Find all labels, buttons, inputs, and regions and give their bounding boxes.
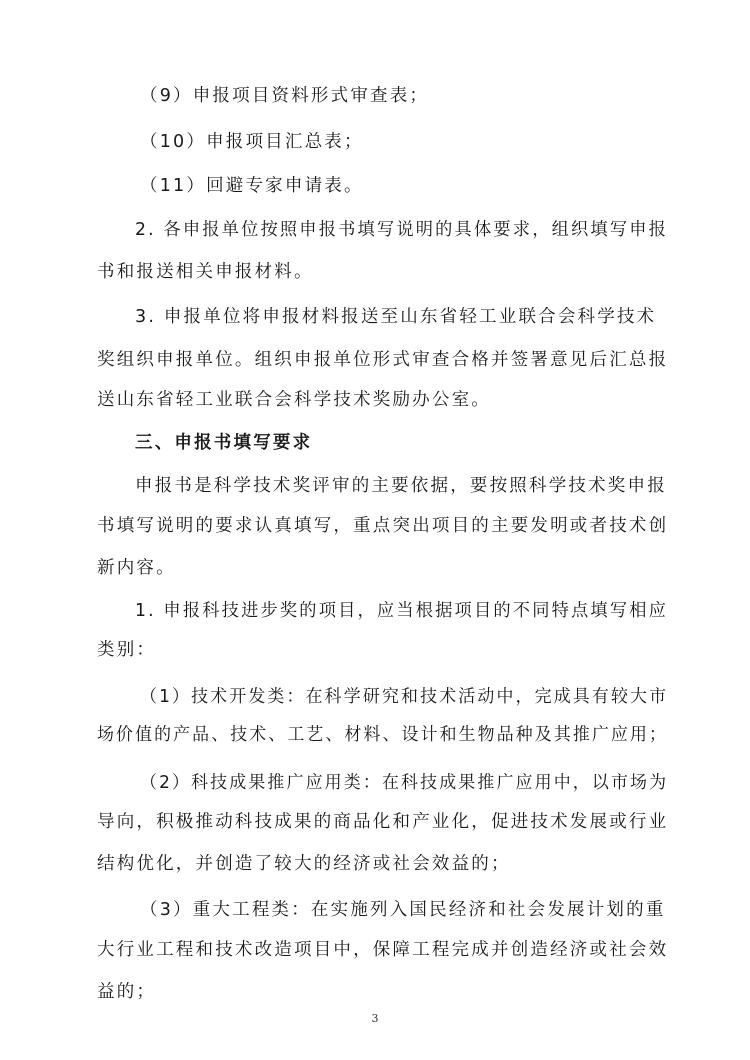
page-number: 3 [371,1012,379,1025]
category-3-line-1: （3）重大工程类：在实施列入国民经济和社会发展计划的重 [140,900,666,920]
section-heading: 三、申报书填写要求 [135,433,313,453]
paragraph-2-line-1: 2. 各申报单位按照申报书填写说明的具体要求，组织填写申报 [135,220,669,240]
paragraph-2-line-2: 书和报送相关申报材料。 [97,262,314,282]
item-1-line-2: 类别： [97,640,157,660]
item-1-line-1: 1. 申报科技进步奖的项目，应当根据项目的不同特点填写相应 [135,601,669,621]
list-item-11: （11）回避专家申请表。 [140,176,364,196]
category-1-line-1: （1）技术开发类：在科学研究和技术活动中，完成具有较大市 [140,687,669,707]
category-2-line-1: （2）科技成果推广应用类：在科技成果推广应用中，以市场为 [140,773,669,793]
category-2-line-3: 结构优化，并创造了较大的经济或社会效益的； [97,854,511,874]
section-paragraph-line-3: 新内容。 [97,558,176,578]
list-item-10: （10）申报项目汇总表； [140,132,364,152]
paragraph-3-line-2: 奖组织申报单位。组织申报单位形式审查合格并签署意见后汇总报 [97,350,669,370]
paragraph-3-line-1: 3. 申报单位将申报材料报送至山东省轻工业联合会科学技术 [135,307,657,327]
category-3-line-2: 大行业工程和技术改造项目中，保障工程完成并创造经济或社会效 [97,940,669,960]
category-2-line-2: 导向，积极推动科技成果的商品化和产业化，促进技术发展或行业 [97,812,669,832]
section-paragraph-line-2: 书填写说明的要求认真填写，重点突出项目的主要发明或者技术创 [97,516,669,536]
paragraph-3-line-3: 送山东省轻工业联合会科学技术奖励办公室。 [97,390,491,410]
category-1-line-2: 场价值的产品、技术、工艺、材料、设计和生物品种及其推广应用； [97,725,669,745]
list-item-9: （9）申报项目资料形式审查表； [140,86,430,106]
category-3-line-3: 益的； [97,982,157,1002]
section-paragraph-line-1: 申报书是科学技术奖评审的主要依据，要按照科学技术奖申报 [135,476,667,496]
